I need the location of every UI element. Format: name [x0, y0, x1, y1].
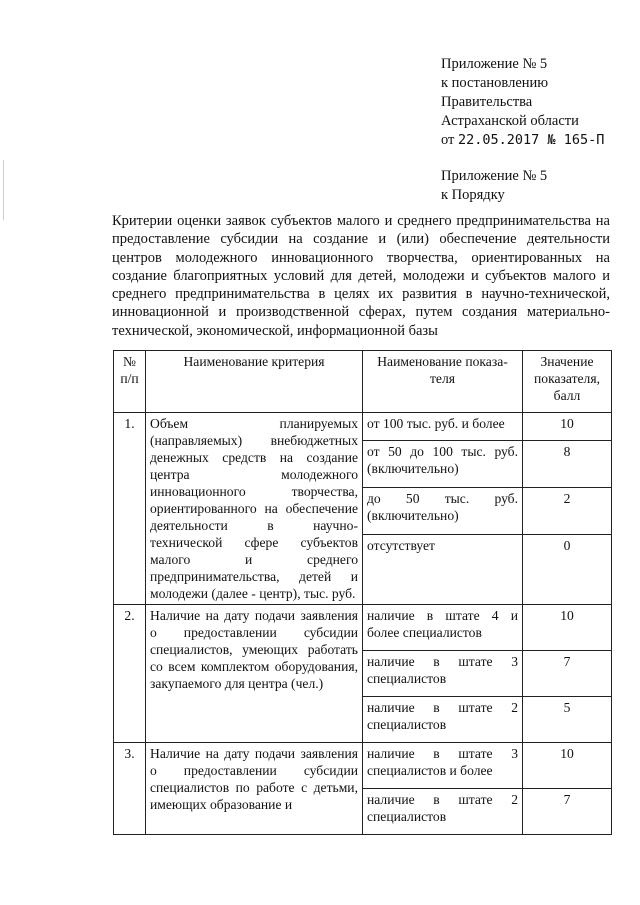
scan-margin-mark [3, 160, 4, 220]
appendix-block [441, 55, 604, 205]
value-cell: 10 [523, 743, 612, 789]
appendix-date-line [441, 131, 604, 150]
header-num: № п/п [114, 351, 146, 413]
value-cell: 5 [523, 697, 612, 743]
appendix-order-ref: к Порядку [441, 187, 505, 203]
appendix-region: Астраханской области [441, 113, 579, 129]
value-cell: 7 [523, 789, 612, 835]
row-number: 1. [114, 413, 146, 605]
value-cell: 2 [523, 487, 612, 534]
value-cell: 10 [523, 413, 612, 441]
appendix-date-prefix: от [441, 132, 455, 148]
indicator-cell: наличие в штате 2 специалистов [363, 697, 523, 743]
table-header-row [114, 351, 612, 413]
header-criterion: Наименование критерия [146, 351, 363, 413]
indicator-cell: от 50 до 100 тыс. руб. (включительно) [363, 440, 523, 487]
appendix-title-2: Приложение № 5 [441, 168, 548, 184]
indicator-cell: до 50 тыс. руб. (включительно) [363, 487, 523, 534]
table-row [114, 743, 612, 789]
indicator-cell: наличие в штате 4 и более специалистов [363, 605, 523, 651]
header-indicator: Наименование показа-теля [363, 351, 523, 413]
indicator-cell: наличие в штате 3 специалистов [363, 651, 523, 697]
criterion-name: Наличие на дату подачи заявления о предоставлении субсидии специалистов, умеющих работать со всем комплектом оборудования, закупаемого для центра (чел.) [146, 605, 363, 743]
value-cell: 10 [523, 605, 612, 651]
indicator-cell: наличие в штате 2 специалистов [363, 789, 523, 835]
header-value: Значение показателя, балл [523, 351, 612, 413]
value-cell: 0 [523, 534, 612, 604]
appendix-date-number: 22.05.2017 № 165-П [458, 132, 605, 148]
appendix-authority: Правительства [441, 94, 533, 110]
appendix-ref: к постановлению [441, 75, 549, 91]
table-row [114, 605, 612, 651]
criterion-name: Объем планируемых (направляемых) внебюджетных денежных средств на создание центра молодежного инновационного творчества, ориентированного на обеспечение деятельности в научно-технической сфере субъектов малого и среднего предпринимательства, детей и молодежи (далее - центр), тыс. руб. [146, 413, 363, 605]
row-number: 3. [114, 743, 146, 835]
document-heading: Критерии оценки заявок субъектов малого и среднего предпринимательства на предоставление субсидии на создание и (или) обеспечение деятельности центров молодежного инновационного творчества, ориентированных на создание благоприятных условий для детей, молодежи и субъектов малого и среднего предпринимательства в целях их развития в научно-технической, инновационной и производственной сферах, путем создания материально-технической, экономической, информационной базы [112, 213, 610, 339]
criterion-name: Наличие на дату подачи заявления о предоставлении субсидии специалистов по работе с детьми, имеющих образование и [146, 743, 363, 835]
criteria-table [113, 350, 612, 835]
row-number: 2. [114, 605, 146, 743]
appendix-title: Приложение № 5 [441, 56, 548, 72]
indicator-cell: отсутствует [363, 534, 523, 604]
table-row [114, 413, 612, 441]
indicator-cell: от 100 тыс. руб. и более [363, 413, 523, 441]
value-cell: 7 [523, 651, 612, 697]
indicator-cell: наличие в штате 3 специалистов и более [363, 743, 523, 789]
value-cell: 8 [523, 440, 612, 487]
